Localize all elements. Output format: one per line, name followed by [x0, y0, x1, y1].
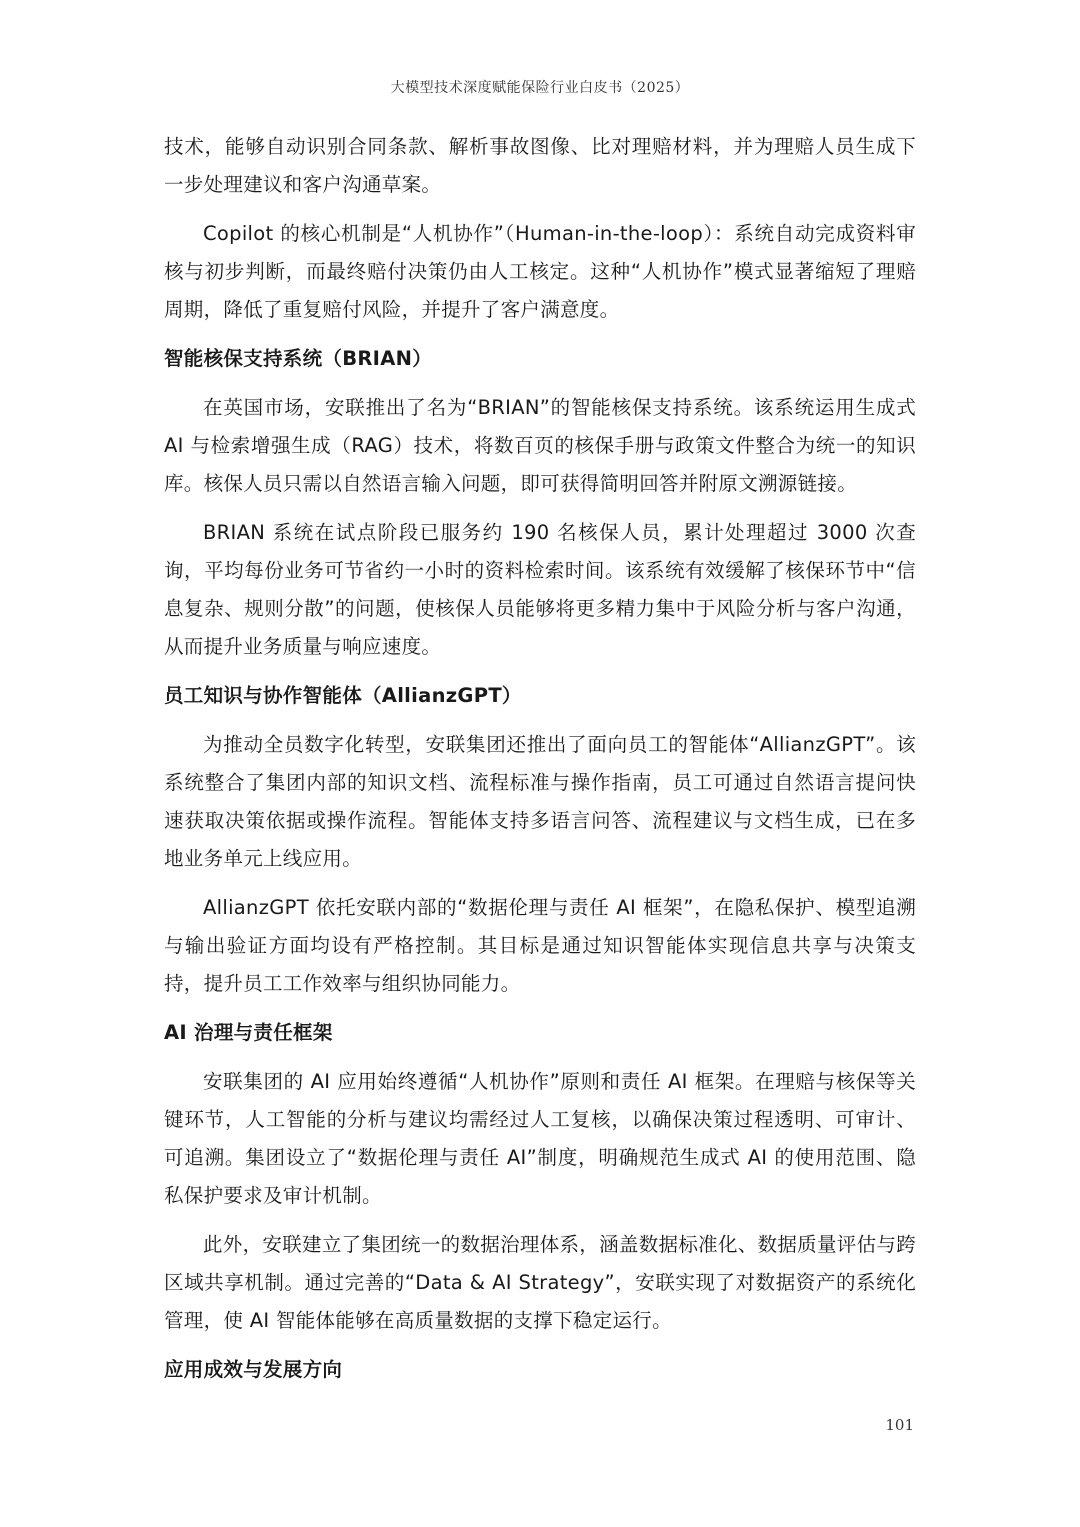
section-heading-allianzgpt: 员工知识与协作智能体（AllianzGPT）: [164, 684, 522, 707]
section-heading-brian: 智能核保支持系统（BRIAN）: [164, 347, 433, 370]
paragraph-data-governance: 此外，安联建立了集团统一的数据治理体系，涵盖数据标准化、数据质量评估与跨区域共享机制。通过完善的“Data & AI Strategy”，安联实现了对数据资产的系统化管理，使 AI 智能体能够在高质量数据的支撑下稳定运行。: [164, 1233, 916, 1332]
running-header: 大模型技术深度赋能保险行业白皮书（2025）: [390, 80, 690, 96]
paragraph-claims-copilot-continued: 技术，能够自动识别合同条款、解析事故图像、比对理赔材料，并为理赔人员生成下一步处理建议和客户沟通草案。: [164, 135, 916, 196]
paragraph-brian-results: BRIAN 系统在试点阶段已服务约 190 名核保人员，累计处理超过 3000 次查询，平均每份业务可节省约一小时的资料检索时间。该系统有效缓解了核保环节中“信息复杂、规则分散”的问题，使核保人员能够将更多精力集中于风险分析与客户沟通，从而提升业务质量与响应速度。: [164, 521, 916, 658]
document-body: [164, 128, 916, 1389]
page-number: 101: [885, 1416, 914, 1434]
paragraph-governance-principles: 安联集团的 AI 应用始终遵循“人机协作”原则和责任 AI 框架。在理赔与核保等关键环节，人工智能的分析与建议均需经过人工复核，以确保决策过程透明、可审计、可追溯。集团设立了“数据伦理与责任 AI”制度，明确规范生成式 AI 的使用范围、隐私保护要求及审计机制。: [164, 1070, 916, 1207]
paragraph-allianzgpt-framework: AllianzGPT 依托安联内部的“数据伦理与责任 AI 框架”，在隐私保护、模型追溯与输出验证方面均设有严格控制。其目标是通过知识智能体实现信息共享与决策支持，提升员工工作效率与组织协同能力。: [164, 896, 916, 995]
paragraph-copilot-mechanism: Copilot 的核心机制是“人机协作”（Human-in-the-loop）：系统自动完成资料审核与初步判断，而最终赔付决策仍由人工核定。这种“人机协作”模式显著缩短了理赔周期，降低了重复赔付风险，并提升了客户满意度。: [164, 222, 916, 321]
section-heading-outcomes: 应用成效与发展方向: [164, 1358, 343, 1381]
paragraph-brian-intro: 在英国市场，安联推出了名为“BRIAN”的智能核保支持系统。该系统运用生成式 AI 与检索增强生成（RAG）技术，将数百页的核保手册与政策文件整合为统一的知识库。核保人员只需以自然语言输入问题，即可获得简明回答并附原文溯源链接。: [164, 396, 916, 495]
paragraph-allianzgpt-intro: 为推动全员数字化转型，安联集团还推出了面向员工的智能体“AllianzGPT”。该系统整合了集团内部的知识文档、流程标准与操作指南，员工可通过自然语言提问快速获取决策依据或操作流程。智能体支持多语言问答、流程建议与文档生成，已在多地业务单元上线应用。: [164, 733, 916, 870]
section-heading-ai-governance: AI 治理与责任框架: [164, 1021, 333, 1044]
